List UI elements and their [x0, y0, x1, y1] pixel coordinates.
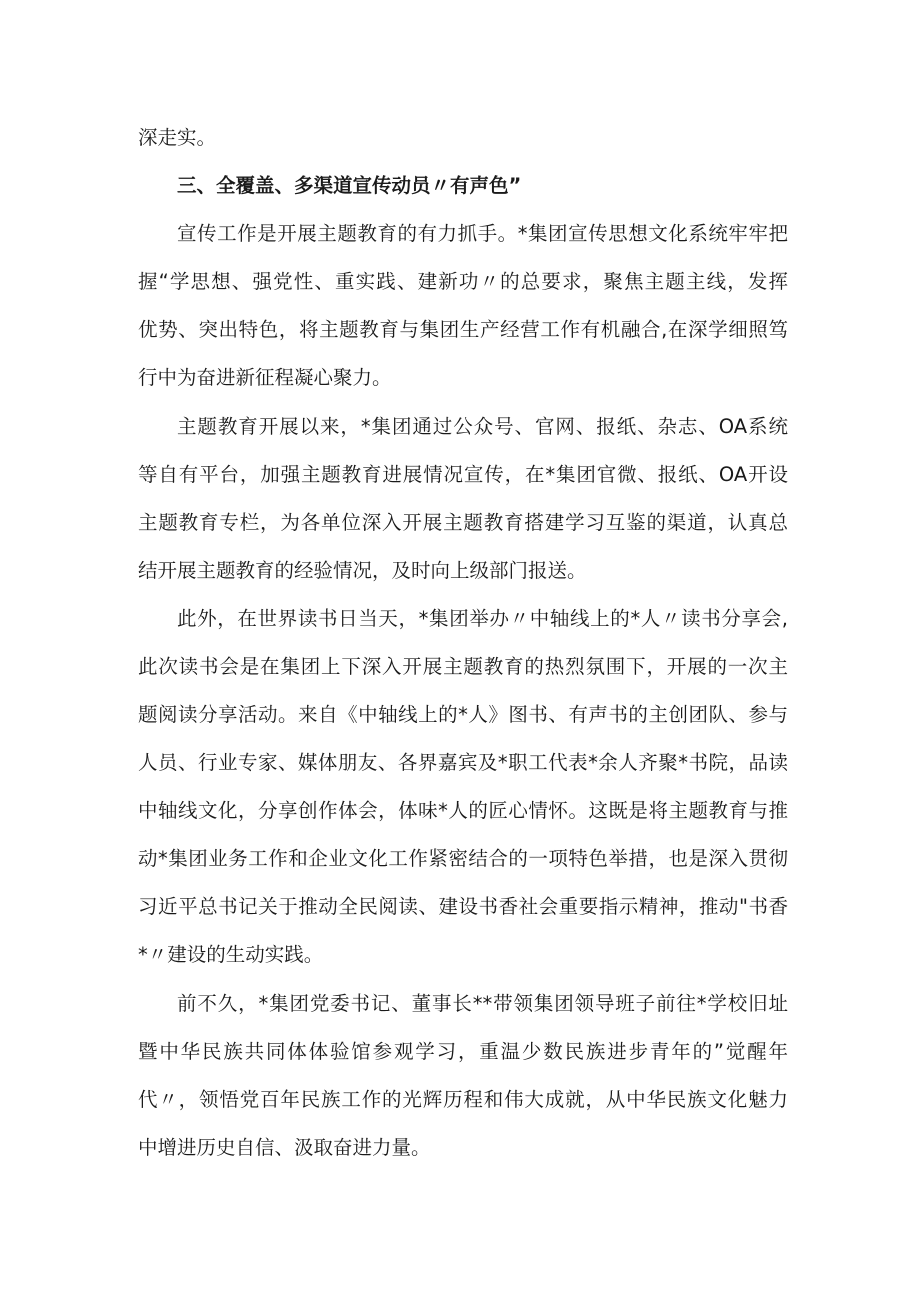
paragraph-line: 等自有平台，加强主题教育进展情况宣传，在*集团官微、报纸、OA开设 [138, 463, 788, 486]
paragraph-line: 中轴线文化，分享创作体会，体味*人的匠心情怀。这既是将主题教育与推 [138, 799, 788, 822]
paragraph-line: 此外，在世界读书日当天，*集团举办〃中轴线上的*人〃读书分享会, [177, 607, 788, 630]
paragraph-line: 结开展主题教育的经验情况，及时向上级部门报送。 [138, 559, 587, 582]
paragraph-line: 代〃，领悟党百年民族工作的光辉历程和伟大成就，从中华民族文化魅力 [138, 1088, 788, 1111]
paragraph-line: *〃建设的生动实践。 [138, 943, 324, 966]
paragraph-line: 习近平总书记关于推动全民阅读、建设书香社会重要指示精神，推动"书香 [138, 895, 788, 918]
paragraph-line: 前不久，*集团党委书记、董事长**带领集团领导班子前往*学校旧址 [177, 992, 788, 1015]
paragraph-line: 动*集团业务工作和企业文化工作紧密结合的一项特色举措，也是深入贯彻 [138, 847, 788, 870]
section-heading: 三、全覆盖、多渠道宣传动员〃有声色” [177, 174, 522, 197]
paragraph-line: 人员、行业专家、媒体朋友、各界嘉宾及*职工代表*余人齐聚*书院，品读 [138, 751, 788, 774]
paragraph-line: 题阅读分享活动。来自《中轴线上的*人》图书、有声书的主创团队、参与 [138, 703, 788, 726]
paragraph-line: 中增进历史自信、汲取奋进力量。 [138, 1136, 431, 1159]
paragraph-line: 深走实。 [138, 126, 217, 149]
paragraph-line: 暨中华民族共同体体验馆参观学习，重温少数民族进步青年的”觉醒年 [138, 1040, 788, 1063]
paragraph-line: 宣传工作是开展主题教育的有力抓手。*集团宣传思想文化系统牢牢把 [177, 222, 788, 245]
paragraph-line: 优势、突出特色，将主题教育与集团生产经营工作有机融合,在深学细照笃 [138, 318, 788, 341]
paragraph-line: 握“学思想、强党性、重实践、建新功〃的总要求，聚焦主题主线，发挥 [138, 270, 788, 293]
paragraph-line: 行中为奋进新征程凝心聚力。 [138, 366, 392, 389]
paragraph-line: 主题教育开展以来，*集团通过公众号、官网、报纸、杂志、OA系统 [177, 415, 788, 438]
paragraph-line: 主题教育专栏，为各单位深入开展主题教育搭建学习互鉴的渠道，认真总 [138, 511, 788, 534]
paragraph-line: 此次读书会是在集团上下深入开展主题教育的热烈氛围下，开展的一次主 [138, 655, 788, 678]
